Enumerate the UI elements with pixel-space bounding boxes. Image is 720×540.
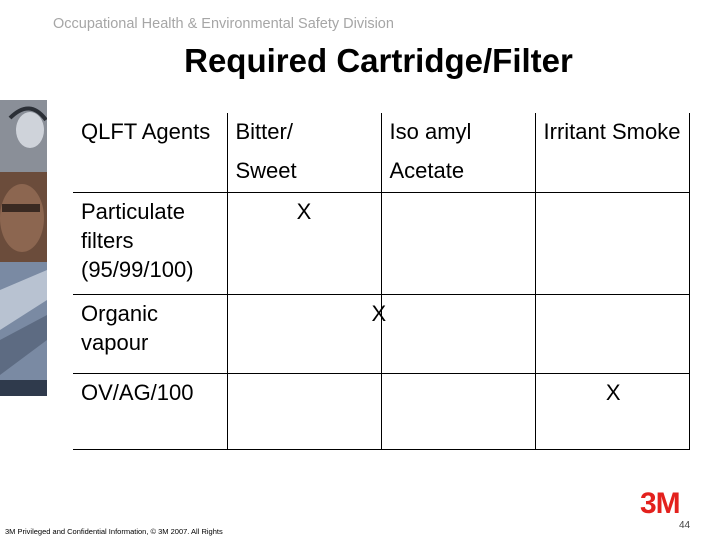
row-label: Particulate filters (95/99/100) xyxy=(73,192,227,294)
table-row xyxy=(73,294,689,373)
row-label: Organic vapour xyxy=(73,294,227,373)
header-irritant-label: Irritant Smoke xyxy=(543,119,681,144)
row-label: OV/AG/100 xyxy=(73,373,227,449)
cell-iso xyxy=(381,373,535,449)
table-header-row xyxy=(73,113,689,192)
cartridge-filter-table xyxy=(73,113,690,450)
header-iso-amyl-label: Iso amyl xyxy=(389,119,472,144)
cell-irritant xyxy=(535,294,689,373)
header-iso-amyl-acetate xyxy=(381,113,535,192)
page-number: 44 xyxy=(679,520,691,531)
cell-irritant: X xyxy=(535,373,689,449)
3m-logo: 3M xyxy=(640,487,680,520)
header-bitter-label: Bitter/ xyxy=(235,119,293,144)
table-row xyxy=(73,373,689,449)
header-bitter-sweet xyxy=(227,113,381,192)
slide-title: Required Cartridge/Filter xyxy=(184,42,573,79)
decorative-photo-strip xyxy=(0,100,47,396)
table-row xyxy=(73,192,689,294)
division-name: Occupational Health & Environmental Safety Division xyxy=(53,16,394,32)
cell-bitter xyxy=(227,373,381,449)
confidentiality-note: 3M Privileged and Confidential Information, © 3M 2007. All Rights xyxy=(5,527,223,536)
header-sweet-label: Sweet xyxy=(235,158,297,183)
header-acetate-label: Acetate xyxy=(389,158,465,183)
header-irritant-smoke xyxy=(535,113,689,192)
cell-iso: X xyxy=(371,294,525,373)
cell-irritant xyxy=(535,192,689,294)
header-agents-label: QLFT Agents xyxy=(81,119,211,144)
header-agents xyxy=(73,113,227,192)
cell-bitter xyxy=(227,294,381,373)
cell-bitter: X xyxy=(227,192,381,294)
cell-iso xyxy=(381,192,535,294)
